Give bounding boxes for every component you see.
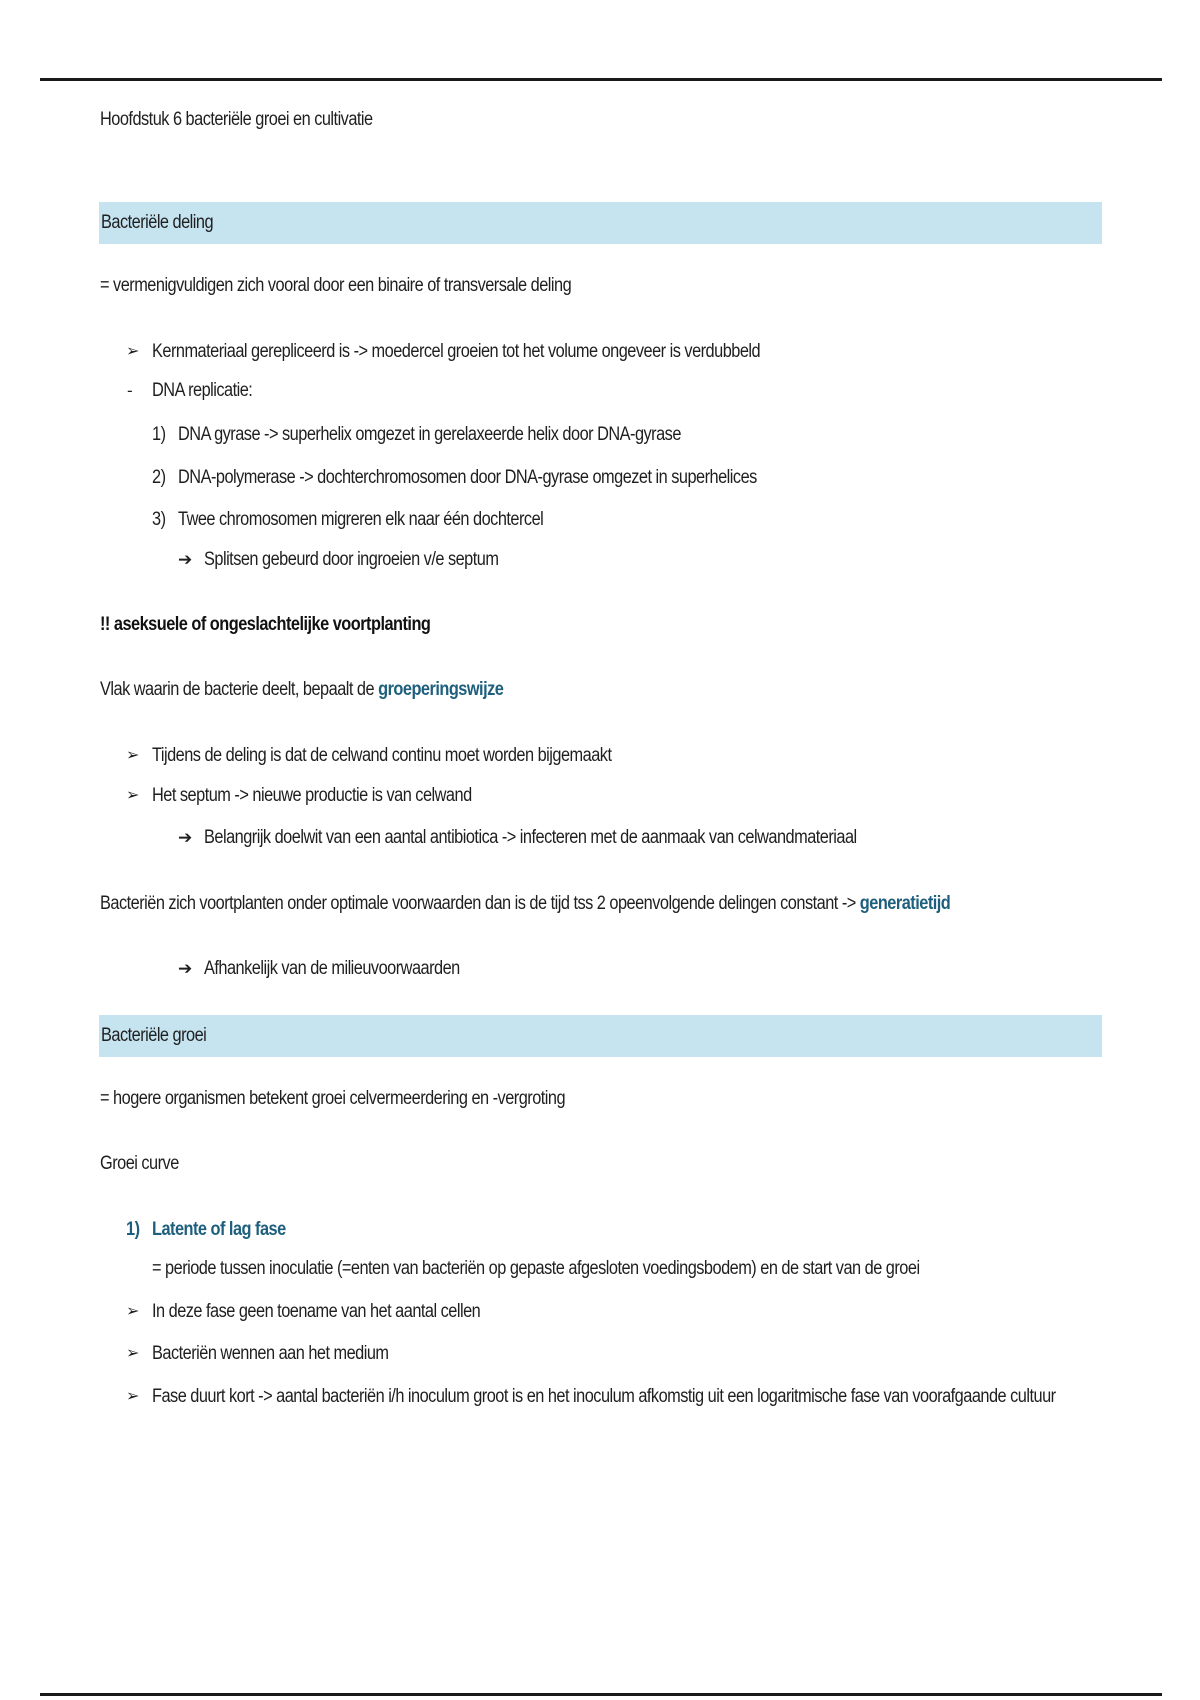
phase-definition: = periode tussen inoculatie (=enten van bacteriën op gepaste afgesloten voedingsbodem) en de start van de groei <box>152 1258 920 1279</box>
right-arrow-icon: ➔ <box>178 959 193 978</box>
list-item: In deze fase geen toename van het aantal cellen <box>152 1301 481 1322</box>
list-item: Bacteriën wennen aan het medium <box>152 1343 389 1364</box>
arrowhead-bullet-icon: ➢ <box>126 343 140 360</box>
right-arrow-icon: ➔ <box>178 828 193 847</box>
step-number: 1) <box>152 424 166 445</box>
list-item: Belangrijk doelwit van een aantal antibiotica -> infecteren met de aanmaak van celwandmateriaal <box>204 827 857 848</box>
paragraph-text: Vlak waarin de bacterie deelt, bepaalt de <box>100 679 379 700</box>
arrowhead-bullet-icon: ➢ <box>126 747 140 764</box>
arrowhead-bullet-icon: ➢ <box>126 1345 140 1362</box>
paragraph <box>100 677 503 703</box>
right-arrow-icon: ➔ <box>178 550 193 569</box>
highlighted-term: groeperingswijze <box>378 679 504 700</box>
arrowhead-bullet-icon: ➢ <box>126 1303 140 1320</box>
list-item: Afhankelijk van de milieuvoorwaarden <box>204 958 460 979</box>
header-rule <box>40 78 1162 81</box>
step-number: 3) <box>152 509 166 530</box>
definition-text: = vermenigvuldigen zich vooral door een binaire of transversale deling <box>100 275 572 296</box>
arrowhead-bullet-icon: ➢ <box>126 1388 140 1405</box>
phase-number: 1) <box>126 1219 140 1240</box>
note-text: !! aseksuele of ongeslachtelijke voortplanting <box>100 614 431 635</box>
list-item: Kernmateriaal gerepliceerd is -> moedercel groeien tot het volume ongeveer is verdubbeld <box>152 341 761 362</box>
section-heading-bacteriele-deling <box>99 202 1102 244</box>
list-item: Tijdens de deling is dat de celwand continu moet worden bijgemaakt <box>152 745 612 766</box>
list-item: DNA replicatie: <box>152 380 253 401</box>
step-text: DNA-polymerase -> dochterchromosomen door DNA-gyrase omgezet in superhelices <box>178 467 757 488</box>
phase-title: Latente of lag fase <box>152 1219 286 1240</box>
footer-rule <box>40 1693 1162 1696</box>
paragraph <box>100 891 950 917</box>
step-text: Twee chromosomen migreren elk naar één dochtercel <box>178 509 544 530</box>
list-item: Fase duurt kort -> aantal bacteriën i/h inoculum groot is en het inoculum afkomstig uit een logaritmische fase van voorafgaande cultuur <box>152 1386 1056 1407</box>
section-heading-bacteriele-groei <box>99 1015 1102 1057</box>
list-item: Splitsen gebeurd door ingroeien v/e septum <box>204 549 499 570</box>
definition-text: = hogere organismen betekent groei celvermeerdering en -vergroting <box>100 1088 566 1109</box>
section-heading-text: Bacteriële deling <box>101 212 214 233</box>
list-item: Het septum -> nieuwe productie is van celwand <box>152 785 472 806</box>
step-text: DNA gyrase -> superhelix omgezet in gerelaxeerde helix door DNA-gyrase <box>178 424 681 445</box>
arrowhead-bullet-icon: ➢ <box>126 787 140 804</box>
page-title: Hoofdstuk 6 bacteriële groei en cultivatie <box>100 109 373 130</box>
step-number: 2) <box>152 467 166 488</box>
subheading: Groei curve <box>100 1153 179 1174</box>
paragraph-text: Bacteriën zich voortplanten onder optimale voorwaarden dan is de tijd tss 2 opeenvolgende delingen constant -> <box>100 893 860 914</box>
highlighted-term: generatietijd <box>859 893 951 914</box>
dash-bullet-icon: - <box>127 381 133 400</box>
section-heading-text: Bacteriële groei <box>101 1025 207 1046</box>
